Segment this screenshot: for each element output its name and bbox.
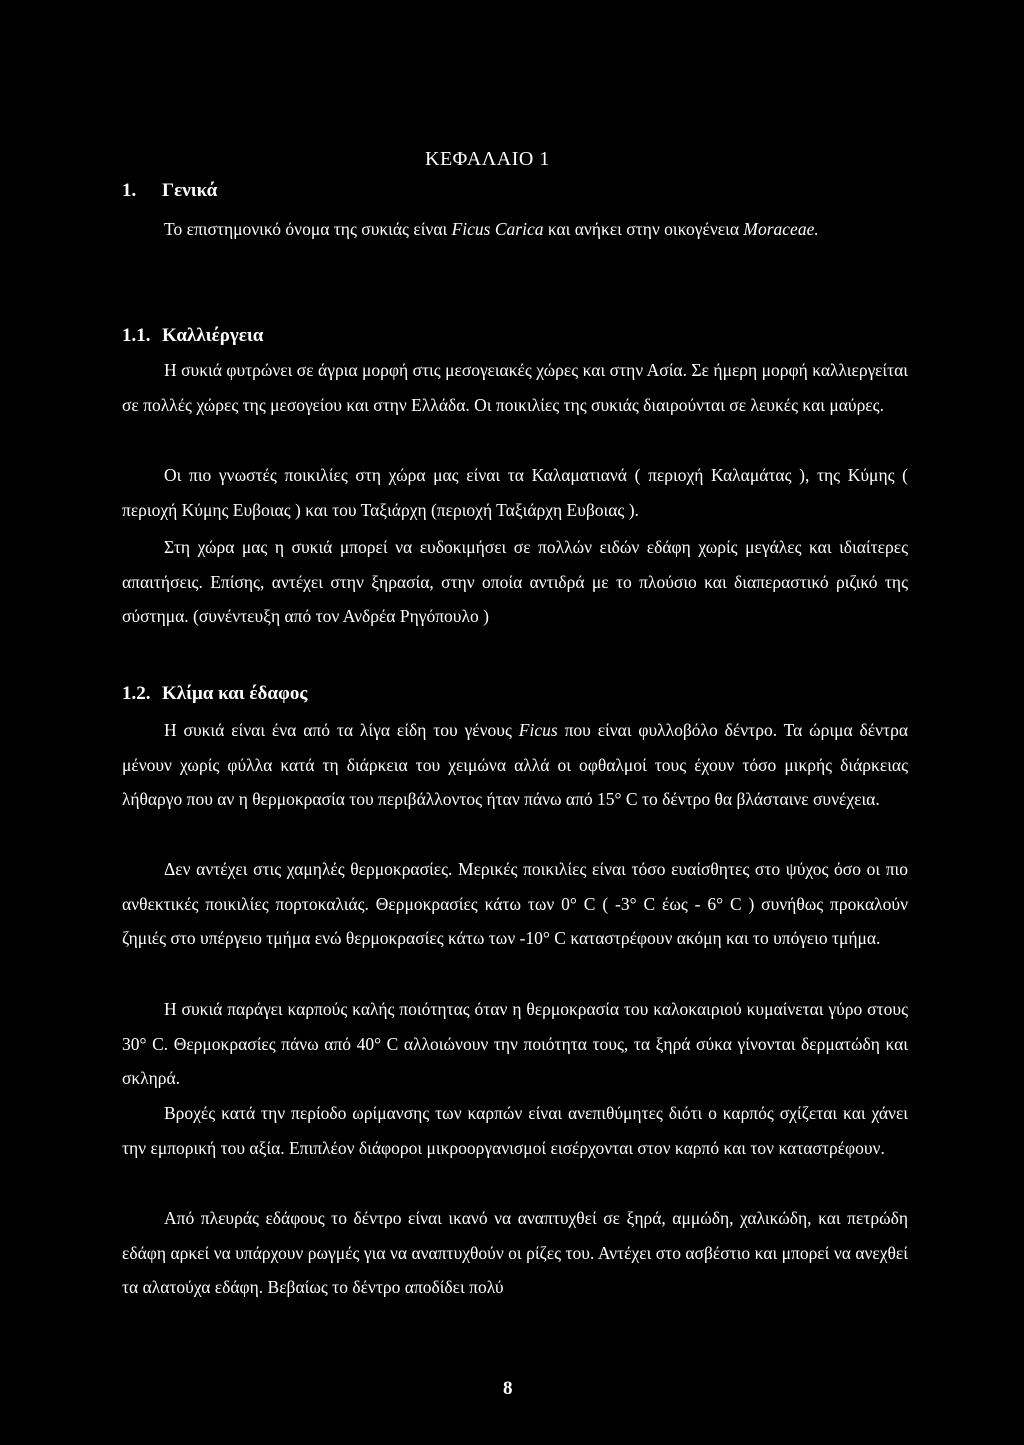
paragraph-climate-1 bbox=[122, 713, 908, 817]
section-title: Κλίμα και έδαφος bbox=[162, 683, 308, 704]
section-heading-cultivation bbox=[122, 325, 263, 347]
paragraph-climate-4: Βροχές κατά την περίοδο ωρίμανσης των καρπών είναι ανεπιθύμητες διότι ο καρπός σχίζεται και χάνει την εμπορική του αξία. Επιπλέον διάφοροι μικροοργανισμοί εισέρχονται στον καρπό και τον καταστρέφουν. bbox=[122, 1103, 908, 1158]
text-run: Το επιστημονικό όνομα της συκιάς είναι bbox=[164, 219, 452, 239]
text-run: Η συκιά είναι ένα από τα λίγα είδη του γένους bbox=[164, 720, 519, 740]
genus-name: Ficus bbox=[518, 720, 558, 740]
family-name: Moraceae. bbox=[743, 219, 819, 239]
section-title: Καλλιέργεια bbox=[162, 325, 264, 346]
chapter-title: ΚΕΦΑΛΑΙΟ 1 bbox=[425, 148, 550, 170]
paragraph-climate-2: Δεν αντέχει στις χαμηλές θερμοκρασίες. Μερικές ποικιλίες είναι τόσο ευαίσθητες στο ψύχος όσο οι πιο ανθεκτικές ποικιλίες πορτοκαλιάς. Θερμοκρασίες κάτω των 0° C ( -3° C έως - 6° C ) συνήθως προκαλούν ζημιές στο υπέργειο τμήμα ενώ θερμοκρασίες κάτω των -10° C καταστρέφουν ακόμη και το υπόγειο τμήμα. bbox=[122, 859, 908, 948]
text-run: και ανήκει στην οικογένεια bbox=[543, 219, 744, 239]
paragraph-cultivation-2: Οι πιο γνωστές ποικιλίες στη χώρα μας είναι τα Καλαματιανά ( περιοχή Καλαμάτας ), της Κύμης ( περιοχή Κύμης Ευβοιας ) και του Ταξιάρχη (περιοχή Ταξιάρχη Ευβοιας ). bbox=[122, 465, 908, 520]
section-heading-general bbox=[122, 180, 217, 202]
paragraph-general bbox=[122, 212, 908, 247]
page-number: 8 bbox=[503, 1378, 513, 1399]
paragraph-cultivation-1: Η συκιά φυτρώνει σε άγρια μορφή στις μεσογειακές χώρες και στην Ασία. Σε ήμερη μορφή καλλιεργείται σε πολλές χώρες της μεσογείου και στην Ελλάδα. Οι ποικιλίες της συκιάς διαιρούνται σε λευκές και μαύρες. bbox=[122, 360, 908, 415]
section-number: 1.1. bbox=[122, 325, 151, 346]
paragraph-climate-5: Από πλευράς εδάφους το δέντρο είναι ικανό να αναπτυχθεί σε ξηρά, αμμώδη, χαλικώδη, και πετρώδη εδάφη αρκεί να υπάρχουν ρωγμές για να αναπτυχθούν οι ρίζες του. Αντέχει στο ασβέστιο και μπορεί να ανεχθεί τα αλατούχα εδάφη. Βεβαίως το δέντρο αποδίδει πολύ bbox=[122, 1208, 908, 1297]
section-title: Γενικά bbox=[162, 180, 218, 201]
paragraph-cultivation-3: Στη χώρα μας η συκιά μπορεί να ευδοκιμήσει σε πολλών ειδών εδάφη χωρίς μεγάλες και ιδιαίτερες απαιτήσεις. Επίσης, αντέχει στην ξηρασία, στην οποία αντιδρά με το πλούσιο και διαπεραστικό ριζικό της σύστημα. (συνέντευξη από τον Ανδρέα Ρηγόπουλο ) bbox=[122, 537, 908, 626]
section-number: 1. bbox=[122, 180, 137, 201]
paragraph-climate-3: Η συκιά παράγει καρπούς καλής ποιότητας όταν η θερμοκρασία του καλοκαιριού κυμαίνεται γύρο στους 30° C. Θερμοκρασίες πάνω από 40° C αλλοιώνουν την ποιότητα τους, τα ξηρά σύκα γίνονται δερματώδη και σκληρά. bbox=[122, 999, 908, 1088]
species-name: Ficus Carica bbox=[451, 219, 544, 239]
section-number: 1.2. bbox=[122, 683, 151, 704]
section-heading-climate-soil bbox=[122, 683, 307, 705]
text-run: που είναι φυλλοβόλο δέντρο. Τα ώριμα δέντρα μένουν χωρίς φύλλα κατά τη διάρκεια του χειμώνα αλλά οι οφθαλμοί τους έχουν τόσο μικρής διάρκειας λήθαργο που αν η θερμοκρασία του περιβάλλοντος ήταν πάνω από 15° C το δέντρο θα βλάσταινε συνέχεια. bbox=[122, 720, 908, 809]
